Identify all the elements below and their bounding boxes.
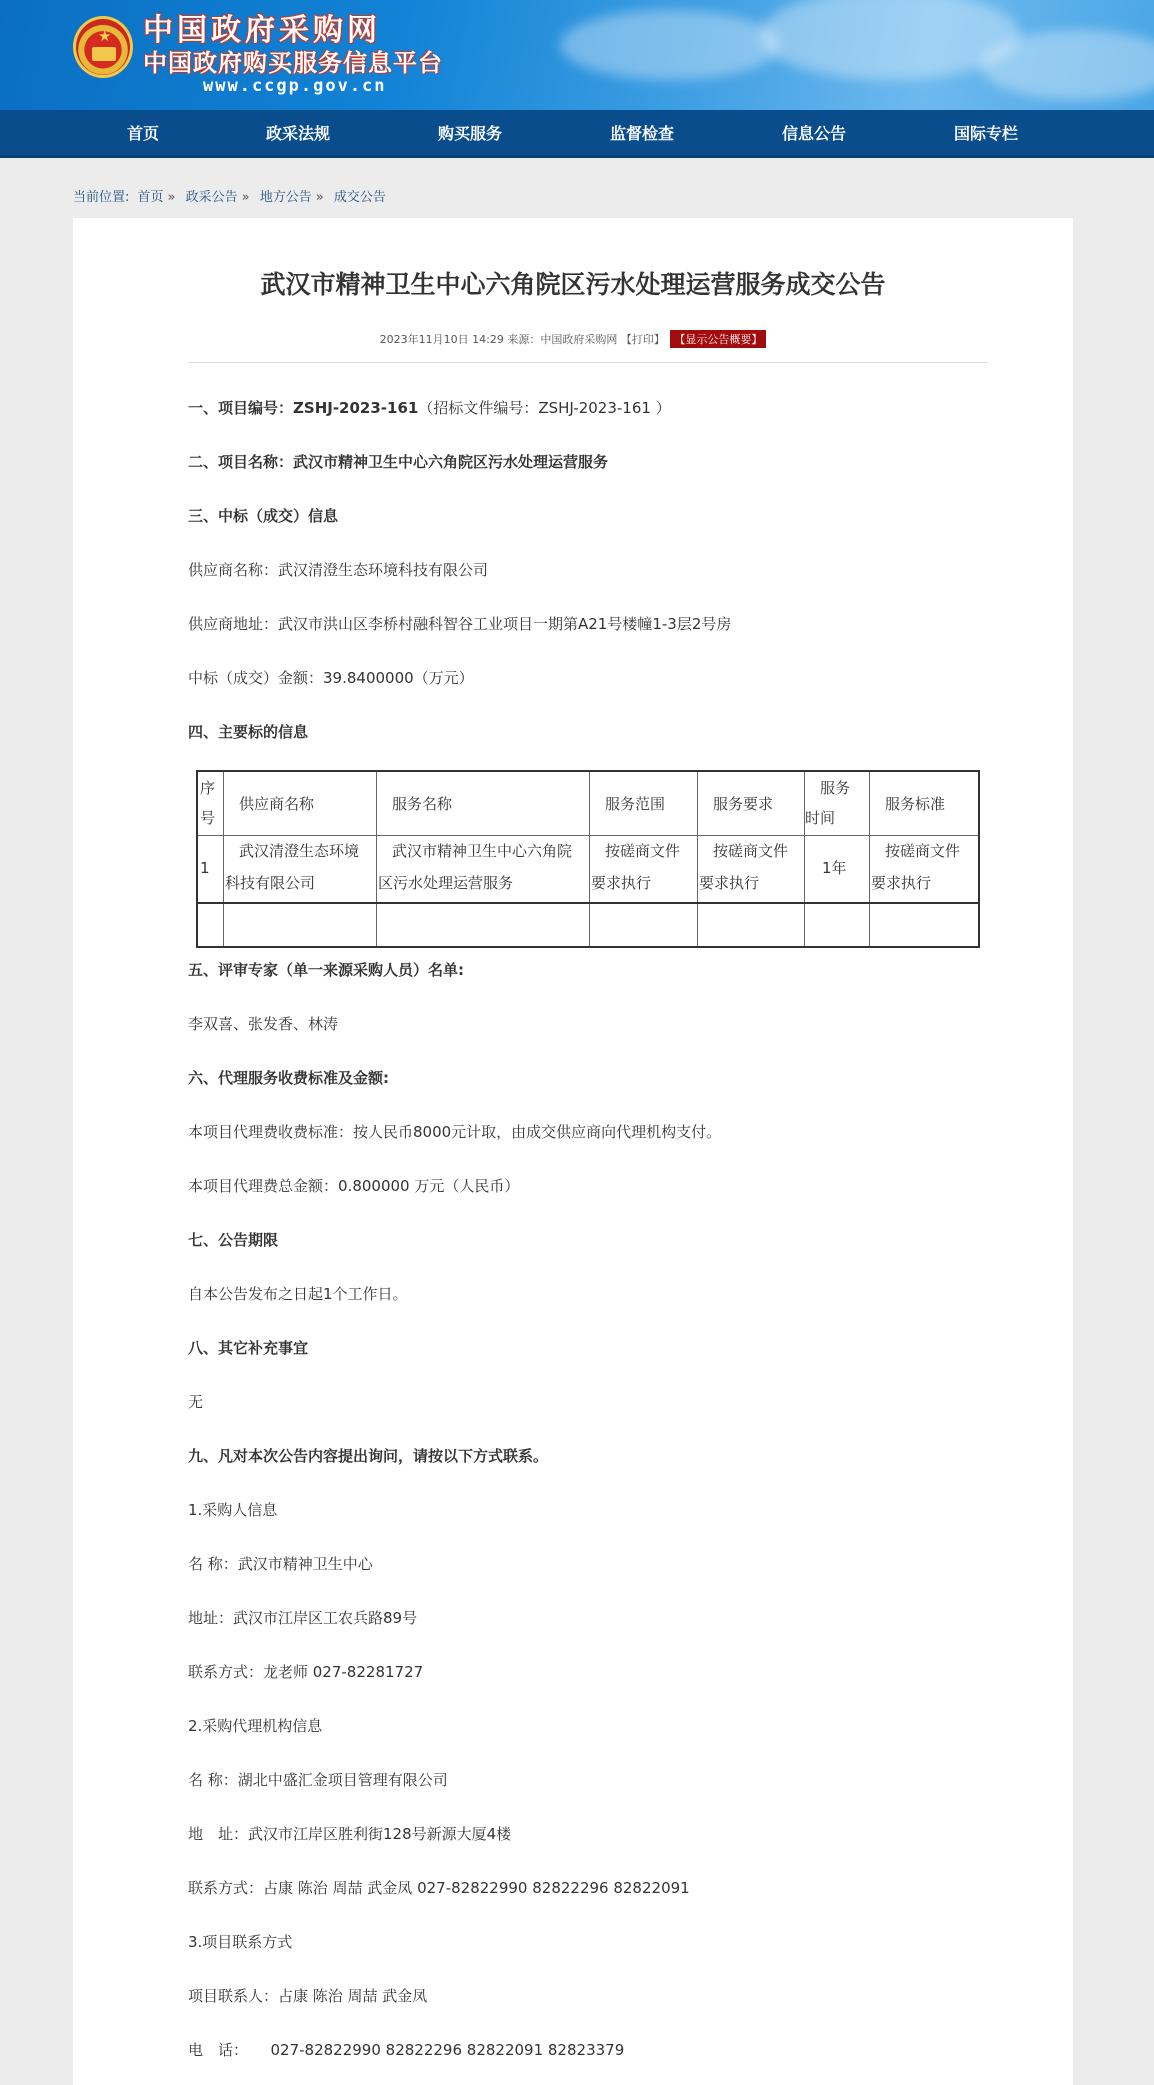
table-cell-standard: 按磋商文件 xyxy=(885,842,961,860)
table-cell-requirement: 按磋商文件 xyxy=(713,842,789,860)
table-cell-service: 区污水处理运营服务 xyxy=(378,874,514,892)
site-logo-subtitle: 中国政府购买服务信息平台 xyxy=(143,49,443,77)
agency-name: 名 称：湖北中盛汇金项目管理有限公司 xyxy=(188,1771,448,1789)
table-cell-supplier: 武汉清澄生态环境 xyxy=(239,842,360,860)
breadcrumb-local[interactable]: 地方公告 xyxy=(259,190,312,205)
nav-item-international[interactable]: 国际专栏 xyxy=(953,124,1018,143)
fee-total: 本项目代理费总金额：0.800000 万元（人民币） xyxy=(188,1177,520,1195)
table-header-supplier: 供应商名称 xyxy=(239,795,315,813)
award-amount: 中标（成交）金额：39.8400000（万元） xyxy=(188,669,474,687)
project-code-line xyxy=(188,398,671,418)
nav-item-announcements[interactable]: 信息公告 xyxy=(781,124,846,143)
main-items-table xyxy=(196,770,980,948)
breadcrumb-separator: » xyxy=(241,190,250,205)
project-name-line: 二、项目名称：武汉市精神卫生中心六角院区污水处理运营服务 xyxy=(188,453,609,471)
section-heading-contact: 九、凡对本次公告内容提出询问，请按以下方式联系。 xyxy=(188,1447,549,1465)
article-meta xyxy=(73,330,1073,348)
agency-address: 地 址：武汉市江岸区胜利街128号新源大厦4楼 xyxy=(188,1825,512,1843)
table-cell-no: 1 xyxy=(200,859,210,877)
breadcrumb xyxy=(73,186,390,205)
purchaser-name: 名 称：武汉市精神卫生中心 xyxy=(188,1555,373,1573)
source: 来源：中国政府采购网 xyxy=(507,333,618,346)
agency-info-heading: 2.采购代理机构信息 xyxy=(188,1717,323,1735)
cloud-decoration xyxy=(560,10,780,80)
project-contact-phone: 电 话： 027-82822990 82822296 82822091 82823379 xyxy=(188,2041,625,2059)
show-summary-button[interactable]: 【显示公告概要】 xyxy=(670,330,766,348)
site-header xyxy=(0,0,1154,110)
breadcrumb-procurement[interactable]: 政采公告 xyxy=(185,190,238,205)
project-code-value: ZSHJ-2023-161 xyxy=(293,399,419,417)
fee-standard: 本项目代理费收费标准：按人民币8000元计取，由成交供应商向代理机构支付。 xyxy=(188,1123,722,1141)
purchaser-info-heading: 1.采购人信息 xyxy=(188,1501,278,1519)
table-cell-standard: 要求执行 xyxy=(871,874,932,892)
other-matters: 无 xyxy=(188,1393,204,1411)
breadcrumb-separator: » xyxy=(315,190,324,205)
publish-date: 2023年11月10日 14:29 xyxy=(379,333,504,346)
section-heading-agency-fee: 六、代理服务收费标准及金额: xyxy=(188,1069,389,1087)
nav-item-supervision[interactable]: 监督检查 xyxy=(609,124,674,143)
table-cell-scope: 按磋商文件 xyxy=(605,842,681,860)
announcement-period: 自本公告发布之日起1个工作日。 xyxy=(188,1285,408,1303)
print-link[interactable]: 【打印】 xyxy=(620,333,665,346)
section-heading-period: 七、公告期限 xyxy=(188,1231,279,1249)
nav-item-regulations[interactable]: 政采法规 xyxy=(265,124,330,143)
table-header-time: 时间 xyxy=(805,809,836,827)
experts-list: 李双喜、张发香、林涛 xyxy=(188,1015,339,1033)
table-header-time: 服务 xyxy=(820,779,851,797)
site-logo-title[interactable]: 中国政府采购网 xyxy=(143,13,381,48)
nav-item-home[interactable]: 首页 xyxy=(126,124,159,143)
main-nav xyxy=(0,110,1154,158)
nav-item-purchase-services[interactable]: 购买服务 xyxy=(437,124,502,143)
breadcrumb-deal[interactable]: 成交公告 xyxy=(333,190,386,205)
breadcrumb-home[interactable]: 首页 xyxy=(137,190,164,205)
table-header-service: 服务名称 xyxy=(392,795,453,813)
agency-contact: 联系方式：占康 陈治 周喆 武金凤 027-82822990 82822296 82822091 xyxy=(188,1879,690,1897)
title-divider xyxy=(188,362,988,363)
article-card xyxy=(73,218,1073,2085)
table-cell-scope: 要求执行 xyxy=(591,874,652,892)
table-header-standard: 服务标准 xyxy=(885,795,946,813)
table-cell-service: 武汉市精神卫生中心六角院 xyxy=(392,842,573,860)
purchaser-contact: 联系方式：龙老师 027-82281727 xyxy=(188,1663,424,1681)
section-heading-other: 八、其它补充事宜 xyxy=(188,1339,309,1357)
section-heading-main-items: 四、主要标的信息 xyxy=(188,723,309,741)
table-cell-requirement: 要求执行 xyxy=(699,874,760,892)
purchaser-address: 地址：武汉市江岸区工农兵路89号 xyxy=(188,1609,418,1627)
supplier-address: 供应商地址：武汉市洪山区李桥村融科智谷工业项目一期第A21号楼幢1-3层2号房 xyxy=(188,615,732,633)
section-heading-award: 三、中标（成交）信息 xyxy=(188,507,339,525)
cloud-decoration xyxy=(980,30,1154,100)
tender-code: （招标文件编号：ZSHJ-2023-161 ） xyxy=(418,399,671,417)
table-header-requirement: 服务要求 xyxy=(713,795,774,813)
section-heading-experts: 五、评审专家（单一来源采购人员）名单: xyxy=(188,961,465,979)
table-cell-time: 1年 xyxy=(822,859,847,877)
table-header-no: 序 xyxy=(200,779,216,797)
supplier-name: 供应商名称：武汉清澄生态环境科技有限公司 xyxy=(188,561,489,579)
table-header-scope: 服务范围 xyxy=(605,795,666,813)
breadcrumb-prefix: 当前位置: xyxy=(73,190,130,205)
national-emblem-icon[interactable]: ★ xyxy=(73,16,133,78)
project-code-label: 一、项目编号： xyxy=(188,399,294,417)
project-contact-heading: 3.项目联系方式 xyxy=(188,1933,293,1951)
site-logo-url: www.ccgp.gov.cn xyxy=(203,76,387,96)
page-title: 武汉市精神卫生中心六角院区污水处理运营服务成交公告 xyxy=(260,270,886,299)
breadcrumb-separator: » xyxy=(167,190,176,205)
project-contact-person: 项目联系人：占康 陈治 周喆 武金凤 xyxy=(188,1987,428,2005)
table-cell-supplier: 科技有限公司 xyxy=(225,874,316,892)
table-header-no: 号 xyxy=(200,809,216,827)
